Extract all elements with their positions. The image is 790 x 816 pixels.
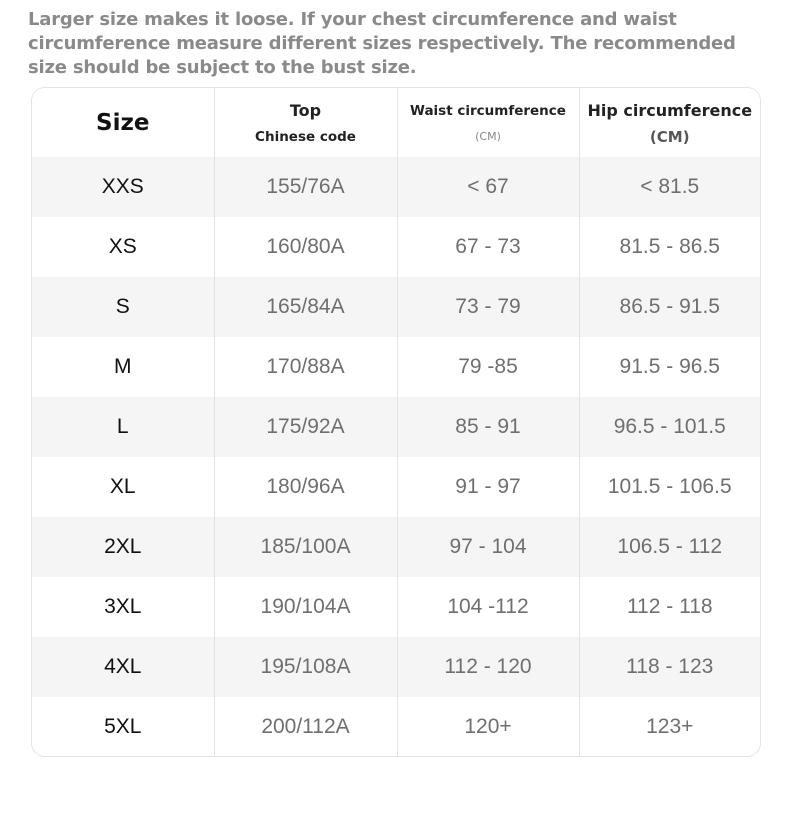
waist-cell: 85 - 91	[397, 397, 579, 457]
hip-cell: 112 - 118	[626, 595, 713, 618]
size-note: Larger size makes it loose. If your chest circumference and waist circumference measure different sizes respectively. The recommended size should be subject to the bust size.	[28, 9, 736, 78]
size-cell: M	[32, 337, 214, 397]
waist-cell: 104 -112	[397, 577, 579, 637]
hip-cell: 123+	[646, 715, 694, 738]
top-cell: 190/104A	[214, 577, 397, 637]
header-hip	[579, 88, 760, 157]
table-row	[32, 397, 760, 457]
top-cell: 165/84A	[214, 277, 397, 337]
top-cell: 195/108A	[214, 637, 397, 697]
header-waist-unit: (CM)	[475, 129, 501, 143]
hip-cell: 86.5 - 91.5	[619, 295, 720, 318]
header-row	[32, 88, 760, 157]
header-top	[214, 88, 397, 157]
table-row	[32, 577, 760, 637]
hip-cell: 118 - 123	[626, 655, 714, 678]
top-cell: 185/100A	[214, 517, 397, 577]
size-cell: 2XL	[32, 517, 214, 577]
top-cell: 175/92A	[214, 397, 397, 457]
top-cell: 200/112A	[214, 697, 397, 757]
size-table	[32, 88, 760, 757]
table-row	[32, 277, 760, 337]
header-size-label: Size	[96, 109, 150, 136]
table-row	[32, 517, 760, 577]
size-cell: 5XL	[32, 697, 214, 757]
top-cell: 180/96A	[214, 457, 397, 517]
hip-cell: 91.5 - 96.5	[619, 355, 720, 378]
top-cell: 155/76A	[214, 157, 397, 217]
size-cell: 3XL	[32, 577, 214, 637]
size-chart	[31, 87, 761, 757]
waist-cell: 67 - 73	[397, 217, 579, 277]
size-cell: XL	[32, 457, 214, 517]
waist-cell: 79 -85	[397, 337, 579, 397]
waist-cell: < 67	[397, 157, 579, 217]
table-row	[32, 457, 760, 517]
waist-cell: 112 - 120	[397, 637, 579, 697]
waist-cell: 120+	[397, 697, 579, 757]
size-cell: S	[32, 277, 214, 337]
waist-cell: 97 - 104	[397, 517, 579, 577]
hip-cell: 81.5 - 86.5	[619, 235, 720, 258]
top-cell: 160/80A	[214, 217, 397, 277]
table-row	[32, 637, 760, 697]
hip-cell: 101.5 - 106.5	[607, 475, 732, 498]
header-hip-label: Hip circumference	[587, 100, 753, 120]
table-row	[32, 217, 760, 277]
header-waist-label: Waist circumference	[410, 102, 566, 119]
size-cell: 4XL	[32, 637, 214, 697]
waist-cell: 91 - 97	[397, 457, 579, 517]
size-cell: XS	[32, 217, 214, 277]
header-waist	[397, 88, 579, 157]
table-row	[32, 337, 760, 397]
size-cell: XXS	[32, 157, 214, 217]
waist-cell: 73 - 79	[397, 277, 579, 337]
hip-cell: 106.5 - 112	[617, 535, 723, 558]
top-cell: 170/88A	[214, 337, 397, 397]
hip-cell: 96.5 - 101.5	[613, 415, 726, 438]
hip-cell: < 81.5	[640, 175, 700, 198]
header-size	[32, 88, 214, 157]
header-top-label: Top	[289, 100, 322, 120]
table-row	[32, 697, 760, 757]
table-row	[32, 157, 760, 217]
size-cell: L	[32, 397, 214, 457]
header-top-sublabel: Chinese code	[255, 128, 356, 145]
header-hip-unit: (CM)	[649, 127, 690, 146]
